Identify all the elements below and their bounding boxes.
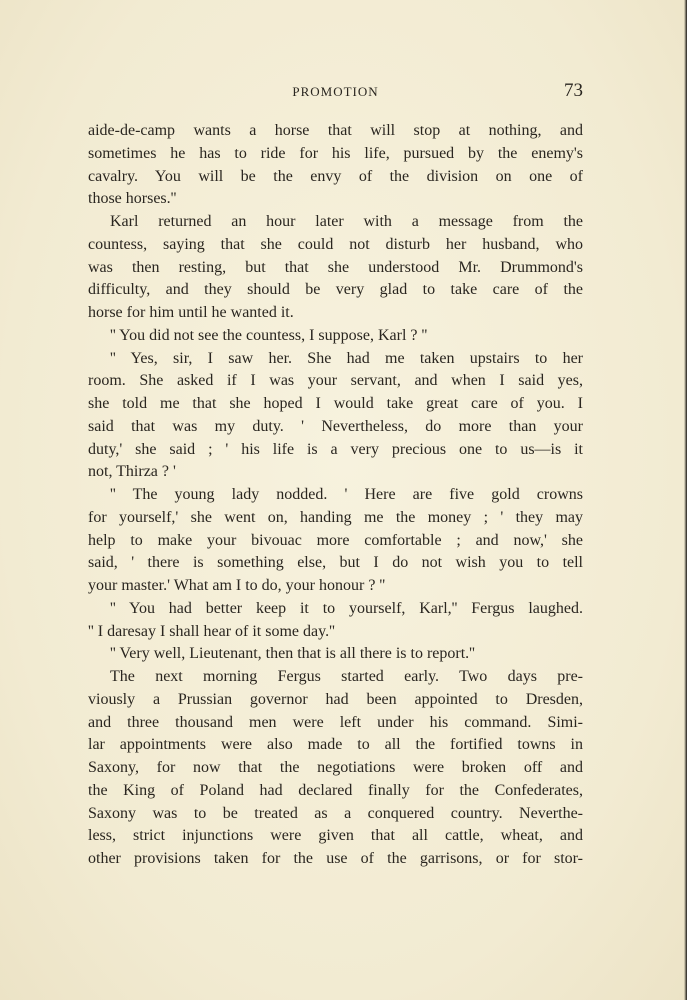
running-title: PROMOTION [292,84,379,99]
text-line: lar appointments were also made to all the fortified towns in [88,736,583,754]
text-line: the King of Poland had declared finally for the Confederates, [88,781,583,799]
text-line: she told me that she hoped I would take great care of you. I [88,395,583,412]
text-line: Karl returned an hour later with a message from the [110,213,583,230]
text-line: those horses.'' [88,190,177,208]
text-line: cavalry. You will be the envy of the division on one of [88,167,583,185]
text-line: Saxony was to be treated as a conquered country. Neverthe- [88,804,583,822]
text-line: '' The young lady nodded. ' Here are five gold crowns [110,486,583,503]
text-line: difficulty, and they should be very glad to take care of the [88,281,583,299]
running-head [88,82,583,102]
text-line: Saxony, for now that the negotiations were broken off and [88,759,583,776]
text-line: was then resting, but that she understood Mr. Drummond's [88,258,583,276]
page-number: 73 [564,80,583,101]
text-line: The next morning Fergus started early. Two days pre- [110,668,583,685]
text-line: sometimes he has to ride for his life, pursued by the enemy's [88,144,583,162]
text-line: less, strict injunctions were given that all cattle, wheat, and [88,827,583,845]
text-line: help to make your bivouac more comfortable ; and now,' she [88,531,583,549]
text-line: '' Very well, Lieutenant, then that is all there is to report.'' [110,645,475,663]
text-line: '' You had better keep it to yourself, Karl,'' Fergus laughed. [110,599,583,617]
text-line: not, Thirza ? ' [88,463,176,481]
text-line: '' Yes, sir, I saw her. She had me taken upstairs to her [110,349,583,367]
text-line: viously a Prussian governor had been appointed to Dresden, [88,690,583,708]
text-line: '' I daresay I shall hear of it some day.'' [88,622,335,640]
text-line: horse for him until he wanted it. [88,304,294,321]
text-line: room. She asked if I was your servant, and when I said yes, [88,372,583,390]
text-line: countess, saying that she could not disturb her husband, who [88,235,583,253]
text-line: '' You did not see the countess, I suppose, Karl ? '' [110,326,428,344]
text-line: other provisions taken for the use of the garrisons, or for stor- [88,850,583,867]
text-line: for yourself,' she went on, handing me the money ; ' they may [88,508,583,526]
text-line: and three thousand men were left under his command. Simi- [88,713,583,731]
text-line: said that was my duty. ' Nevertheless, do more than your [88,417,583,435]
text-line: your master.' What am I to do, your honour ? '' [88,577,386,594]
text-line: duty,' she said ; ' his life is a very precious one to us—is it [88,440,583,458]
body-text [88,120,583,871]
text-line: said, ' there is something else, but I do not wish you to tell [88,554,583,572]
text-line: aide-de-camp wants a horse that will stop at nothing, and [88,122,583,139]
